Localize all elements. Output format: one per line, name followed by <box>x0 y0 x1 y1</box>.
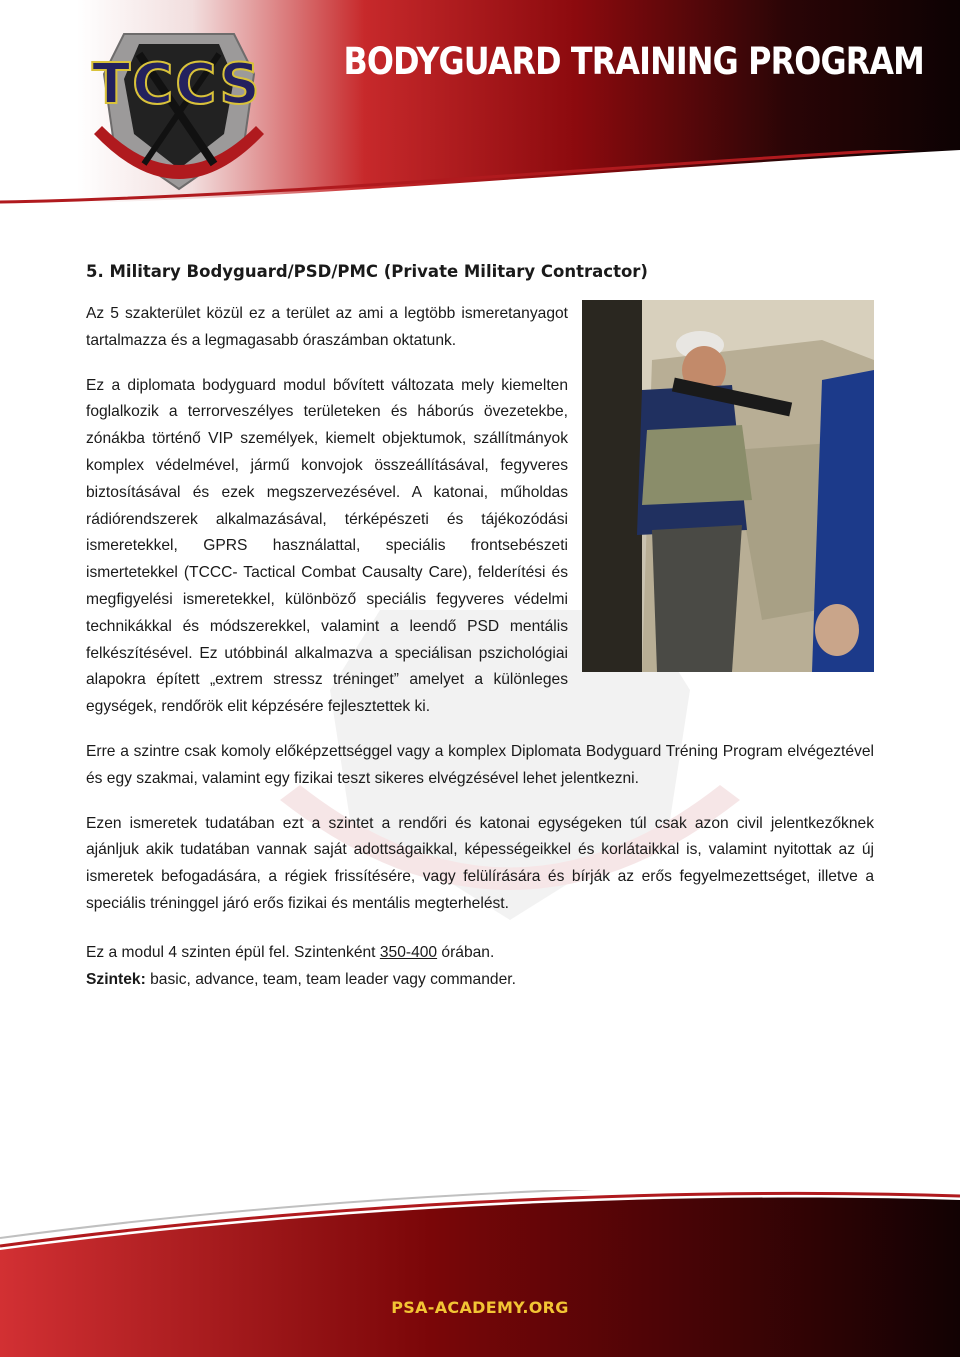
page-footer <box>0 1190 960 1357</box>
module-hours-prefix: Ez a modul 4 szinten épül fel. Szintenként <box>86 943 380 961</box>
levels-value: basic, advance, team, team leader vagy commander. <box>145 970 516 988</box>
levels-label: Szintek: <box>86 970 146 988</box>
module-hours-suffix: órában. <box>437 943 495 961</box>
paragraph-intro: Az 5 szakterület közül ez a terület az ami a legtöbb ismeretanyagot tartalmazza és a legmagasabb óraszámban oktatunk. <box>86 305 568 349</box>
paragraph-target-audience: Ezen ismeretek tudatában ezt a szintet a rendőri és katonai egységeken túl csak azon civil jelentkezőknek ajánljuk akik tudatában vannak saját adottságaikkal, képességeikkel és korlátaikkal is, valamint nyitottak az új ismeretek befogadására, a régiek frissítésére, vagy felülírására és bírják az erős fegyelmezettséget, illetve a speciális tréninggel járó erős fizikai és mentális megterhelést. <box>86 814 874 912</box>
logo-letters: TCCS <box>92 52 262 117</box>
header-title: BODYGUARD TRAINING PROGRAM <box>343 40 924 83</box>
section-title: 5. Military Bodyguard/PSD/PMC (Private Military Contractor) <box>86 262 648 281</box>
footer-website[interactable]: PSA-ACADEMY.ORG <box>391 1298 569 1317</box>
paragraph-entry-requirements: Erre a szintre csak komoly előképzettséggel vagy a komplex Diplomata Bodyguard Tréning Program elvégeztével és egy szakmai, valamint egy fizikai teszt sikeres elvégzésével lehet jelentkezni. <box>86 742 874 787</box>
main-content <box>86 262 874 1011</box>
bodyguard-photo <box>582 300 874 672</box>
module-hours-line <box>86 940 874 967</box>
paragraph-module-description: Ez a diplomata bodyguard modul bővített változata mely kiemelten foglalkozik a terrorveszélyes területeken és háborús övezetekbe, zónákba történő VIP személyek, kiemelt objektumok, szállítmányok komplex védelmével, jármű konvojok összeállításával, fegyveres biztosításával és ezek megszervezésével. A katonai, műholdas rádiórendszerek alkalmazásával, térképészeti és tájékozódási ismeretekkel, GPRS használattal, speciális frontsebészeti ismertetekkel (TCCC- Tactical Combat Causalty Care), felderítési és megfigyelési ismeretekkel, különböző speciális fegyveres védelmi technikákkal és módszerekkel, valamint a leendő PSD mentális felkészítésével. Ez utóbbinál alkalmazva a speciálisan pszichológiai alapokra épített „extrem stressz tréninget” amelyet a különleges egységek, rendőrök elit képzésére fejlesztettek ki. <box>86 376 568 716</box>
levels-line <box>86 967 874 994</box>
module-hours-value: 350-400 <box>379 943 438 961</box>
